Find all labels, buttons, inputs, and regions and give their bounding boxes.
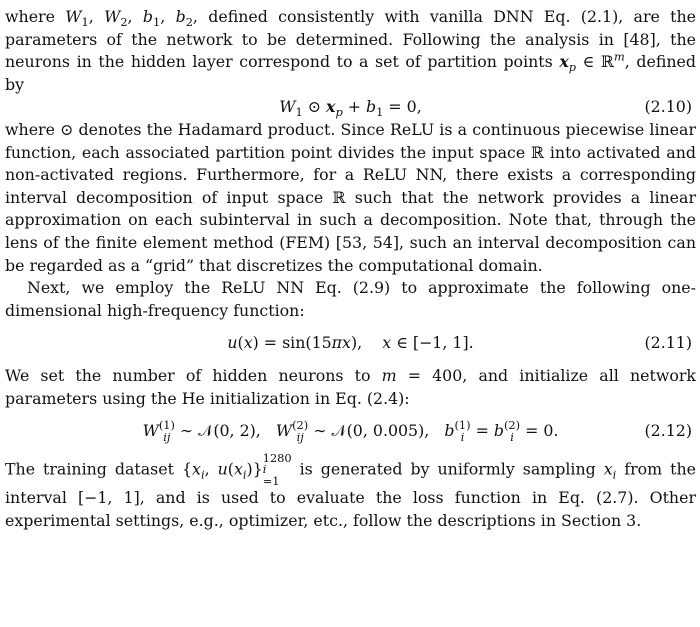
equation-number: (2.12) — [644, 421, 692, 441]
paragraph-dataset: The training dataset {$x_i$, $u(x_i)$} 1280 i =1 is generated by uniformly sampling $x_i$ from the interval [−1, 1], and is used to evaluate the loss function in Eq. (2.7). Other experimental settings, e.g., optimizer, etc., follow the descriptions in Section 3. — [5, 450, 696, 530]
equation-body: W (1) ij ∼ 𝒩(0, 2), W (2) ij ∼ 𝒩(0, 0.005), b (1) i = b (2) i = 0. — [142, 418, 559, 444]
paragraph-setup: We set the number of hidden neurons to m = 400, and initialize all network parameters using the He initialization in Eq. (2.4): — [5, 365, 696, 408]
equation-number: (2.10) — [644, 97, 692, 117]
equation-number: (2.11) — [644, 333, 692, 353]
equation-2-10 — [5, 96, 696, 119]
paragraph-next: Next, we employ the ReLU NN Eq. (2.9) to approximate the following one-dimensional high-frequency function: — [5, 278, 696, 320]
equation-body: u(x) = sin(15πx), x ∈ [−1, 1]. — [227, 333, 474, 353]
paragraph-parameters: where $W_1$, $W_2$, $b_1$, $b_2$, defined consistently with vanilla DNN Eq. (2.1), are the parameters of the network to be determined. Following the analysis in [48], the neurons in the hidden layer correspond to a set of partition points $x_p$ ∈ ℝ$^m$, defined by — [5, 7, 697, 94]
equation-body: $W_1$ ⊙ $x_p + b_1 = 0$, — [279, 97, 422, 120]
equation-2-11 — [5, 332, 696, 355]
paragraph-relu-grid: where ⊙ denotes the Hadamard product. Since ReLU is a continuous piecewise linear function, each associated partition point divides the input space ℝ into activated and non-activated regions. Furthermore, for a ReLU NN, there exists a corresponding interval decomposition of input space ℝ such that the network provides a linear approximation on each subinterval in such a decomposition. Note that, through the lens of the finite element method (FEM) [53, 54], such an interval decomposition can be regarded as a “grid” that discretizes the computational domain. — [5, 119, 696, 275]
equation-2-12 — [5, 420, 696, 443]
